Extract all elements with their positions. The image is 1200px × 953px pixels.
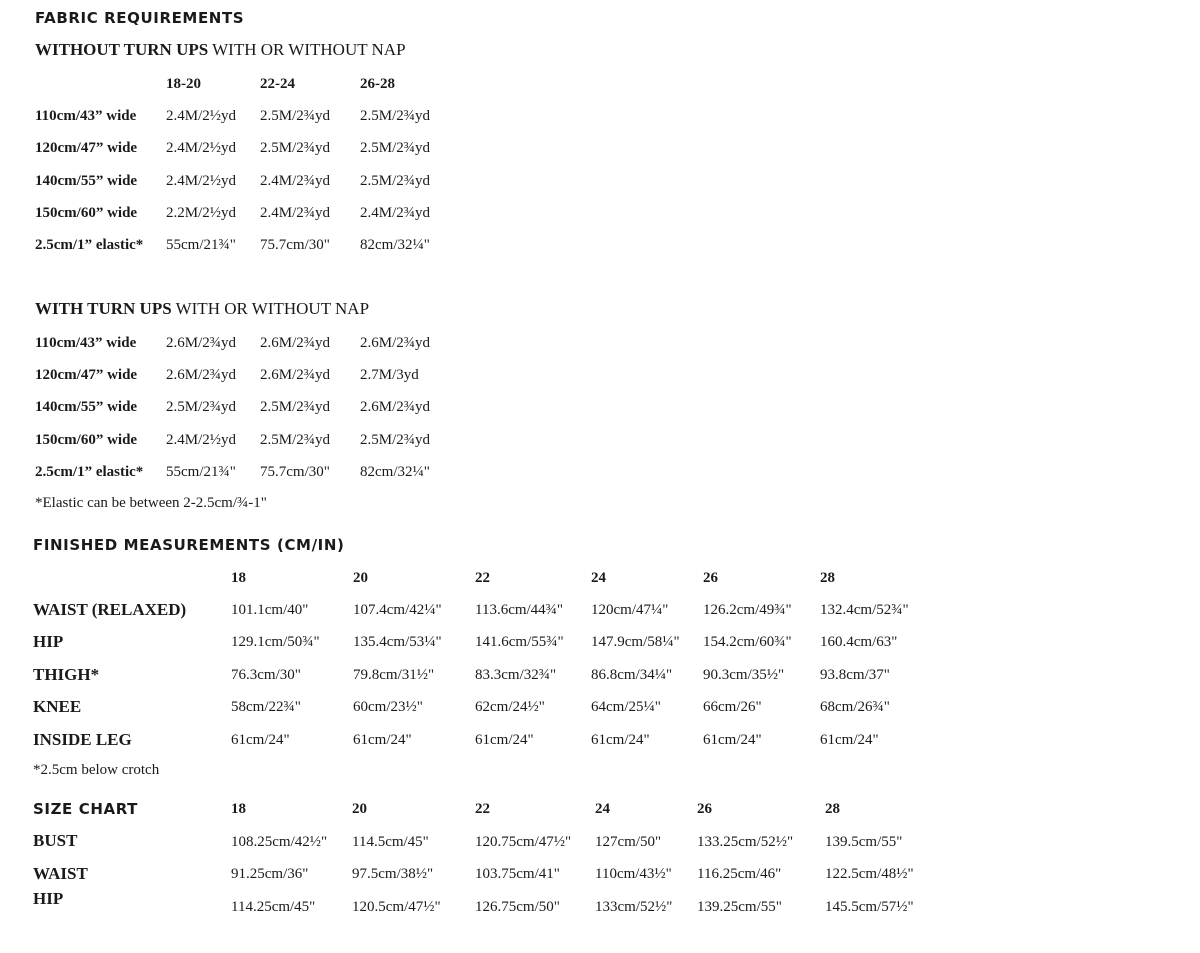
finished-value: 129.1cm/50¾" <box>231 634 320 650</box>
finished-value: 154.2cm/60¾" <box>703 634 792 650</box>
size-chart-value: 139.25cm/55" <box>697 899 782 915</box>
fabric-amount: 2.4M/2¾yd <box>260 173 331 189</box>
finished-value: 62cm/24½" <box>475 699 545 715</box>
finished-value: 135.4cm/53¼" <box>353 634 442 650</box>
finished-value: 86.8cm/34¼" <box>591 667 673 683</box>
finished-size-header: 20 <box>353 570 368 586</box>
fabric-width-label: 2.5cm/1” elastic* <box>35 237 144 253</box>
size-chart-row-label: HIP <box>33 889 64 908</box>
finished-value: 93.8cm/37" <box>820 667 890 683</box>
size-chart-size-header: 28 <box>825 801 840 817</box>
finished-value: 126.2cm/49¾" <box>703 602 792 618</box>
finished-value: 60cm/23½" <box>353 699 423 715</box>
size-chart-size-header: 24 <box>595 801 610 817</box>
fabric-amount: 2.6M/2¾yd <box>166 335 237 351</box>
finished-value: 61cm/24" <box>231 732 290 748</box>
fabric-size-header: 22-24 <box>260 76 295 92</box>
fabric-width-label: 120cm/47” wide <box>35 367 138 383</box>
fabric-width-label: 120cm/47” wide <box>35 140 138 156</box>
finished-size-header: 24 <box>591 570 606 586</box>
with-turn-ups-heading-bold: WITH TURN UPS <box>35 299 172 318</box>
finished-value: 141.6cm/55¾" <box>475 634 564 650</box>
finished-value: 107.4cm/42¼" <box>353 602 442 618</box>
finished-value: 120cm/47¼" <box>591 602 669 618</box>
finished-value: 64cm/25¼" <box>591 699 661 715</box>
finished-value: 79.8cm/31½" <box>353 667 435 683</box>
finished-value: 83.3cm/32¾" <box>475 667 557 683</box>
fabric-amount: 2.4M/2½yd <box>166 108 237 124</box>
finished-row-label: WAIST (RELAXED) <box>33 600 187 619</box>
size-chart-row-label: BUST <box>33 831 78 850</box>
finished-measurements-title: FINISHED MEASUREMENTS (CM/IN) <box>33 536 345 554</box>
finished-value: 68cm/26¾" <box>820 699 890 715</box>
size-chart-value: 97.5cm/38½" <box>352 866 434 882</box>
fabric-size-header: 26-28 <box>360 76 395 92</box>
finished-size-header: 22 <box>475 570 490 586</box>
finished-value: 132.4cm/52¾" <box>820 602 909 618</box>
fabric-requirements-title: FABRIC REQUIREMENTS <box>35 9 245 27</box>
size-chart-value: 145.5cm/57½" <box>825 899 914 915</box>
size-chart-value: 133cm/52½" <box>595 899 673 915</box>
fabric-amount: 2.5M/2¾yd <box>360 140 431 156</box>
size-chart-size-header: 26 <box>697 801 712 817</box>
finished-value: 160.4cm/63" <box>820 634 898 650</box>
fabric-amount: 2.5M/2¾yd <box>260 432 331 448</box>
finished-row-label: KNEE <box>33 697 82 716</box>
finished-row-label: INSIDE LEG <box>33 730 132 749</box>
size-chart-value: 116.25cm/46" <box>697 866 782 882</box>
size-chart-value: 127cm/50" <box>595 834 662 850</box>
fabric-amount: 2.5M/2¾yd <box>260 108 331 124</box>
fabric-amount: 2.4M/2½yd <box>166 173 237 189</box>
fabric-amount: 2.6M/2¾yd <box>166 367 237 383</box>
fabric-width-label: 110cm/43” wide <box>35 335 137 351</box>
finished-value: 61cm/24" <box>820 732 879 748</box>
finished-value: 147.9cm/58¼" <box>591 634 680 650</box>
size-chart-value: 139.5cm/55" <box>825 834 903 850</box>
finished-value: 113.6cm/44¾" <box>475 602 564 618</box>
finished-value: 61cm/24" <box>475 732 534 748</box>
size-chart-value: 133.25cm/52½" <box>697 834 794 850</box>
finished-value: 61cm/24" <box>591 732 650 748</box>
with-turn-ups-heading-rest: WITH OR WITHOUT NAP <box>171 299 370 318</box>
fabric-amount: 75.7cm/30" <box>260 464 330 480</box>
finished-value: 101.1cm/40" <box>231 602 309 618</box>
finished-size-header: 18 <box>231 570 246 586</box>
size-chart-size-header: 22 <box>475 801 490 817</box>
fabric-amount: 2.4M/2¾yd <box>260 205 331 221</box>
size-chart-value: 114.25cm/45" <box>231 899 316 915</box>
fabric-width-label: 150cm/60” wide <box>35 205 138 221</box>
fabric-amount: 82cm/32¼" <box>360 237 430 253</box>
finished-value: 61cm/24" <box>353 732 412 748</box>
size-chart-value: 122.5cm/48½" <box>825 866 914 882</box>
fabric-amount: 2.2M/2½yd <box>166 205 237 221</box>
size-chart-value: 126.75cm/50" <box>475 899 560 915</box>
finished-value: 76.3cm/30" <box>231 667 301 683</box>
fabric-width-label: 140cm/55” wide <box>35 399 138 415</box>
fabric-amount: 55cm/21¾" <box>166 237 236 253</box>
fabric-amount: 2.5M/2¾yd <box>360 173 431 189</box>
fabric-amount: 2.7M/3yd <box>360 367 419 383</box>
size-chart-value: 114.5cm/45" <box>352 834 429 850</box>
fabric-amount: 2.5M/2¾yd <box>166 399 237 415</box>
fabric-size-header: 18-20 <box>166 76 201 92</box>
finished-size-header: 28 <box>820 570 835 586</box>
fabric-amount: 55cm/21¾" <box>166 464 236 480</box>
size-chart-value: 120.5cm/47½" <box>352 899 441 915</box>
size-chart-value: 108.25cm/42½" <box>231 834 328 850</box>
size-chart-row-label: WAIST <box>33 864 88 883</box>
finished-size-header: 26 <box>703 570 718 586</box>
fabric-amount: 82cm/32¼" <box>360 464 430 480</box>
without-turn-ups-heading-rest: WITH OR WITHOUT NAP <box>208 40 406 59</box>
thigh-note: *2.5cm below crotch <box>33 762 160 778</box>
finished-value: 58cm/22¾" <box>231 699 301 715</box>
fabric-amount: 2.6M/2¾yd <box>360 399 431 415</box>
size-chart-size-header: 18 <box>231 801 246 817</box>
size-chart-size-header: 20 <box>352 801 367 817</box>
size-chart-value: 103.75cm/41" <box>475 866 560 882</box>
fabric-amount: 2.5M/2¾yd <box>360 108 431 124</box>
elastic-note: *Elastic can be between 2-2.5cm/¾-1" <box>35 495 267 511</box>
fabric-width-label: 150cm/60” wide <box>35 432 138 448</box>
size-chart-value: 110cm/43½" <box>595 866 672 882</box>
fabric-amount: 2.4M/2½yd <box>166 140 237 156</box>
fabric-amount: 2.5M/2¾yd <box>260 399 331 415</box>
fabric-amount: 2.4M/2¾yd <box>360 205 431 221</box>
fabric-width-label: 140cm/55” wide <box>35 173 138 189</box>
fabric-width-label: 110cm/43” wide <box>35 108 137 124</box>
fabric-amount: 2.5M/2¾yd <box>360 432 431 448</box>
without-turn-ups-heading <box>35 40 406 60</box>
finished-value: 61cm/24" <box>703 732 762 748</box>
finished-value: 90.3cm/35½" <box>703 667 785 683</box>
finished-row-label: HIP <box>33 632 64 651</box>
fabric-amount: 2.6M/2¾yd <box>260 335 331 351</box>
fabric-width-label: 2.5cm/1” elastic* <box>35 464 144 480</box>
finished-value: 66cm/26" <box>703 699 762 715</box>
fabric-amount: 2.5M/2¾yd <box>260 140 331 156</box>
fabric-amount: 2.4M/2½yd <box>166 432 237 448</box>
size-chart-value: 120.75cm/47½" <box>475 834 572 850</box>
without-turn-ups-heading-bold: WITHOUT TURN UPS <box>35 40 209 59</box>
finished-row-label: THIGH* <box>33 665 100 684</box>
size-chart-value: 91.25cm/36" <box>231 866 309 882</box>
fabric-amount: 2.6M/2¾yd <box>360 335 431 351</box>
fabric-amount: 2.6M/2¾yd <box>260 367 331 383</box>
with-turn-ups-heading <box>35 299 369 319</box>
size-chart-title: SIZE CHART <box>33 800 139 818</box>
fabric-amount: 75.7cm/30" <box>260 237 330 253</box>
